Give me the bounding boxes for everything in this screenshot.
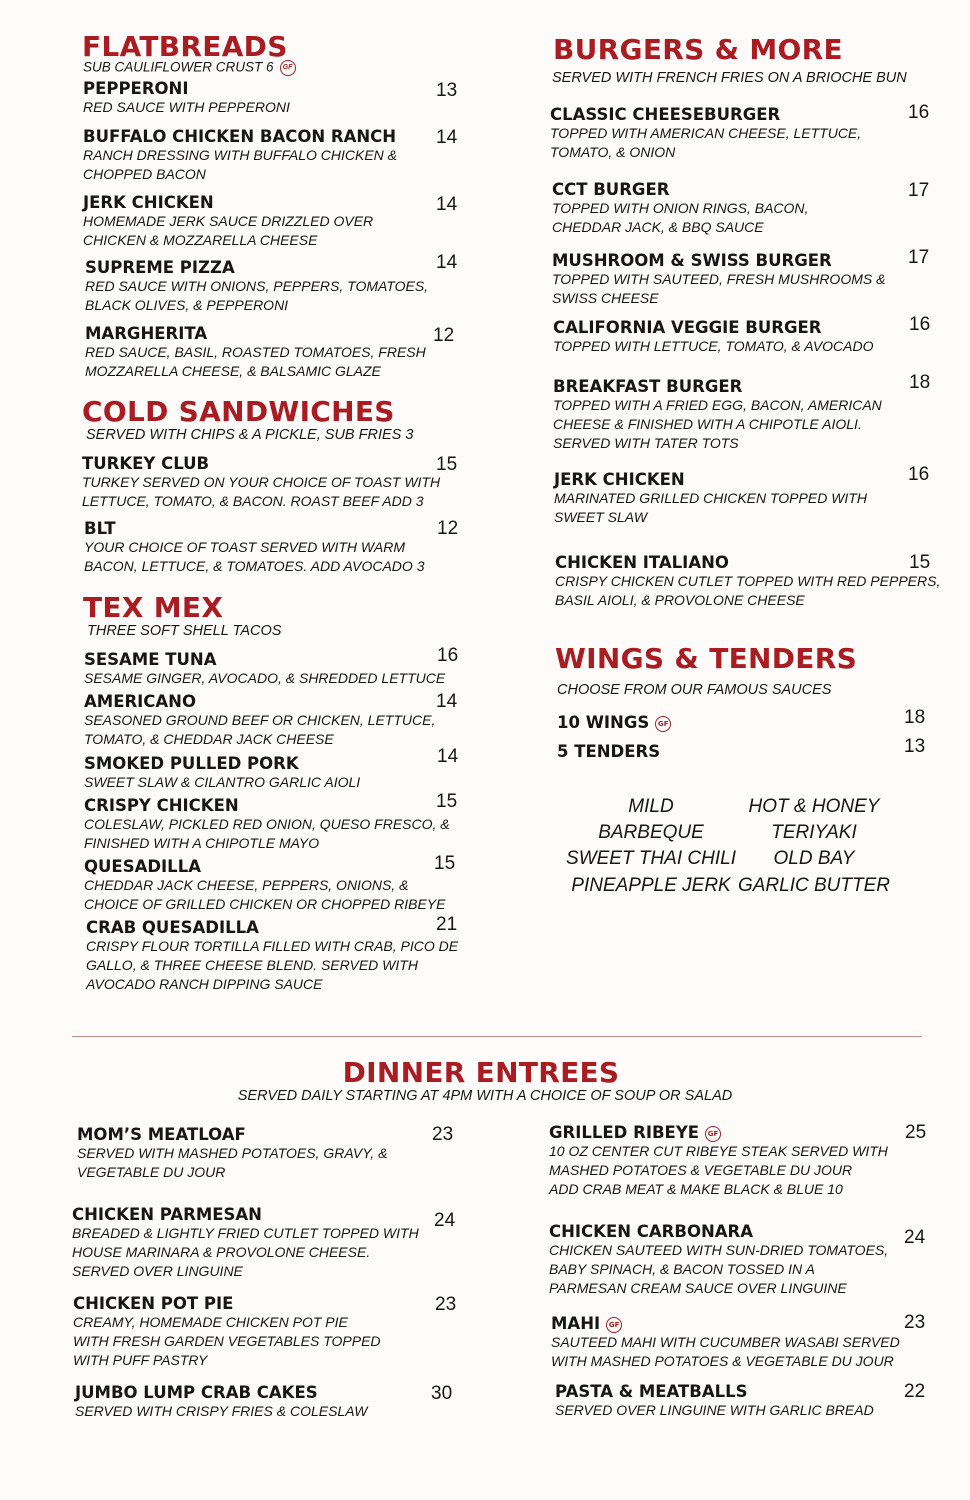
- item-name: [557, 743, 660, 761]
- section-subtitle-burgers: SERVED WITH FRENCH FRIES ON A BRIOCHE BUN: [552, 70, 907, 86]
- item-description: TOPPED WITH A FRIED EGG, BACON, AMERICAN CHEESE & FINISHED WITH A CHIPOTLE AIOLI. SERVED WITH TATER TOTS: [553, 397, 882, 452]
- item-name-text: GRILLED RIBEYE: [549, 1123, 700, 1142]
- menu-item: [84, 797, 450, 853]
- item-name-text: BLT: [84, 519, 116, 538]
- menu-item: [83, 194, 373, 250]
- item-name: [555, 554, 940, 572]
- item-name: [550, 106, 861, 124]
- item-name-text: CRAB QUESADILLA: [86, 918, 259, 937]
- item-price: 23: [435, 1294, 457, 1315]
- menu-item: [551, 1315, 900, 1371]
- menu-item: [553, 378, 882, 453]
- menu-item: [82, 455, 440, 511]
- item-name: [84, 520, 424, 538]
- item-name: [84, 693, 435, 711]
- section-subtitle-tex-mex: THREE SOFT SHELL TACOS: [87, 623, 282, 639]
- item-name-text: QUESADILLA: [84, 857, 201, 876]
- item-name-text: SMOKED PULLED PORK: [84, 754, 299, 773]
- item-name: [73, 1295, 381, 1313]
- item-price: 15: [434, 853, 456, 874]
- item-price: 12: [437, 518, 459, 539]
- sauce-option: PINEAPPLE JERK: [571, 875, 731, 896]
- sauce-option: SWEET THAI CHILI: [566, 848, 736, 869]
- item-name-text: BREAKFAST BURGER: [553, 377, 743, 396]
- sauce-option: OLD BAY: [773, 848, 855, 869]
- item-price: 24: [904, 1227, 926, 1248]
- item-name-text: JUMBO LUMP CRAB CAKES: [75, 1383, 318, 1402]
- sauce-option: BARBEQUE: [598, 822, 704, 843]
- section-title-burgers: BURGERS & MORE: [553, 33, 843, 66]
- item-name: [551, 1315, 900, 1333]
- item-name: [549, 1223, 888, 1241]
- menu-item: [77, 1126, 387, 1182]
- sauce-option: MILD: [628, 796, 674, 817]
- item-price: 12: [433, 325, 455, 346]
- item-description: MARINATED GRILLED CHICKEN TOPPED WITH SWEET SLAW: [554, 490, 867, 526]
- sauce-option: GARLIC BUTTER: [737, 875, 891, 896]
- item-name: [84, 858, 445, 876]
- item-price: 16: [908, 464, 930, 485]
- item-name-text: TURKEY CLUB: [82, 454, 210, 473]
- item-description: BREADED & LIGHTLY FRIED CUTLET TOPPED WITH HOUSE MARINARA & PROVOLONE CHEESE. SERVED OVER LINGUINE: [72, 1225, 419, 1280]
- item-description: TURKEY SERVED ON YOUR CHOICE OF TOAST WITH LETTUCE, TOMATO, & BACON. ROAST BEEF ADD 3: [82, 474, 441, 510]
- item-description: SEASONED GROUND BEEF OR CHICKEN, LETTUCE, TOMATO, & CHEDDAR JACK CHEESE: [84, 712, 436, 748]
- item-name-text: CHICKEN PARMESAN: [72, 1205, 262, 1224]
- item-name-text: MARGHERITA: [85, 324, 208, 343]
- item-description: SERVED OVER LINGUINE WITH GARLIC BREAD: [555, 1402, 874, 1419]
- sauce-option: HOT & HONEY: [748, 796, 880, 817]
- menu-item: [84, 755, 360, 792]
- menu-item: [85, 325, 426, 381]
- item-name-text: 5 TENDERS: [557, 742, 661, 761]
- menu-item: [550, 106, 861, 162]
- item-price: 25: [905, 1122, 927, 1143]
- section-title-wings: WINGS & TENDERS: [555, 642, 858, 675]
- item-name: [83, 128, 397, 146]
- menu-item: [557, 714, 671, 732]
- item-price: 16: [908, 102, 930, 123]
- item-price: 16: [909, 314, 931, 335]
- item-name-text: CALIFORNIA VEGGIE BURGER: [553, 318, 822, 337]
- item-price: 13: [436, 80, 458, 101]
- menu-item: [84, 858, 445, 914]
- menu-item: [73, 1295, 381, 1370]
- item-price: 17: [908, 180, 930, 201]
- item-price: 17: [908, 247, 930, 268]
- item-description: YOUR CHOICE OF TOAST SERVED WITH WARM BACON, LETTUCE, & TOMATOES. ADD AVOCADO 3: [84, 539, 425, 575]
- item-name: [549, 1124, 888, 1142]
- gluten-free-icon: GF: [705, 1126, 721, 1142]
- item-description: TOPPED WITH AMERICAN CHEESE, LETTUCE, TOMATO, & ONION: [550, 125, 862, 161]
- item-name: [83, 194, 373, 212]
- item-price: 14: [436, 127, 458, 148]
- menu-item: [84, 693, 435, 749]
- item-name: [557, 714, 671, 732]
- item-name-text: MUSHROOM & SWISS BURGER: [552, 251, 832, 270]
- menu-item: [549, 1223, 888, 1298]
- item-price: 23: [432, 1124, 454, 1145]
- section-title-cold-sandwiches: COLD SANDWICHES: [82, 395, 395, 428]
- item-name: [85, 259, 428, 277]
- item-price: 22: [904, 1381, 926, 1402]
- item-name: [83, 80, 290, 98]
- item-name: [553, 378, 882, 396]
- item-name: [82, 455, 440, 473]
- menu-item: [552, 252, 885, 308]
- item-description: SAUTEED MAHI WITH CUCUMBER WASABI SERVED WITH MASHED POTATOES & VEGETABLE DU JOUR: [551, 1334, 900, 1370]
- item-name-text: JERK CHICKEN: [83, 193, 214, 212]
- item-price: 15: [436, 454, 458, 475]
- item-price: 14: [436, 691, 458, 712]
- item-name: [555, 1383, 874, 1401]
- item-name: [552, 252, 885, 270]
- item-name-text: CHICKEN POT PIE: [73, 1294, 234, 1313]
- item-description: CHICKEN SAUTEED WITH SUN-DRIED TOMATOES, BABY SPINACH, & BACON TOSSED IN A PARMESAN CREAM SAUCE OVER LINGUINE: [549, 1242, 889, 1297]
- section-title-flatbreads: FLATBREADS: [82, 30, 288, 63]
- menu-item: [83, 128, 397, 184]
- menu-item: [555, 1383, 874, 1420]
- sauce-option: TERIYAKI: [771, 822, 857, 843]
- gluten-free-icon: GF: [280, 60, 296, 76]
- menu-item: [84, 651, 445, 688]
- gluten-free-icon: GF: [606, 1317, 622, 1333]
- item-price: 24: [434, 1210, 456, 1231]
- item-description: COLESLAW, PICKLED RED ONION, QUESO FRESCO, & FINISHED WITH A CHIPOTLE MAYO: [84, 816, 450, 852]
- section-title-tex-mex: TEX MEX: [83, 591, 224, 624]
- item-price: 30: [431, 1383, 453, 1404]
- item-name: [75, 1384, 368, 1402]
- menu-item: [72, 1206, 419, 1281]
- section-subtitle-flatbreads: [83, 60, 296, 76]
- item-name-text: BUFFALO CHICKEN BACON RANCH: [83, 127, 397, 146]
- item-description: SWEET SLAW & CILANTRO GARLIC AIOLI: [84, 774, 361, 791]
- item-description: TOPPED WITH LETTUCE, TOMATO, & AVOCADO: [553, 338, 874, 355]
- menu-item: [84, 520, 424, 576]
- item-name-text: CLASSIC CHEESEBURGER: [550, 105, 781, 124]
- menu-item: [557, 743, 660, 761]
- item-name: [86, 919, 458, 937]
- item-name-text: PEPPERONI: [83, 79, 189, 98]
- subtitle-text: SUB CAULIFLOWER CRUST 6: [83, 59, 274, 75]
- item-name-text: SUPREME PIZZA: [85, 258, 235, 277]
- item-description: RED SAUCE WITH ONIONS, PEPPERS, TOMATOES, BLACK OLIVES, & PEPPERONI: [85, 278, 429, 314]
- item-price: 15: [436, 791, 458, 812]
- divider: [72, 1036, 922, 1037]
- item-description: CRISPY CHICKEN CUTLET TOPPED WITH RED PEPPERS, BASIL AIOLI, & PROVOLONE CHEESE: [555, 573, 941, 609]
- item-price: 14: [436, 194, 458, 215]
- menu-item: [553, 319, 874, 356]
- item-description: SERVED WITH CRISPY FRIES & COLESLAW: [75, 1403, 368, 1420]
- item-name-text: MOM’S MEATLOAF: [77, 1125, 246, 1144]
- item-name: [84, 755, 360, 773]
- item-name-text: CCT BURGER: [552, 180, 670, 199]
- item-description: RED SAUCE, BASIL, ROASTED TOMATOES, FRESH MOZZARELLA CHEESE, & BALSAMIC GLAZE: [85, 344, 426, 380]
- item-description: SERVED WITH MASHED POTATOES, GRAVY, & VEGETABLE DU JOUR: [77, 1145, 388, 1181]
- item-name-text: SESAME TUNA: [84, 650, 217, 669]
- item-description: HOMEMADE JERK SAUCE DRIZZLED OVER CHICKEN & MOZZARELLA CHEESE: [83, 213, 374, 249]
- item-price: 16: [437, 645, 459, 666]
- menu-item: [552, 181, 808, 237]
- item-description: CREAMY, HOMEMADE CHICKEN POT PIE WITH FRESH GARDEN VEGETABLES TOPPED WITH PUFF PASTRY: [73, 1314, 381, 1369]
- section-subtitle-wings: CHOOSE FROM OUR FAMOUS SAUCES: [557, 682, 832, 698]
- item-name: [553, 319, 874, 337]
- menu-item: [85, 259, 428, 315]
- menu-item: [549, 1124, 888, 1199]
- item-name-text: JERK CHICKEN: [554, 470, 685, 489]
- section-subtitle-cold-sandwiches: SERVED WITH CHIPS & A PICKLE, SUB FRIES 3: [86, 427, 414, 443]
- item-name: [85, 325, 426, 343]
- item-description: TOPPED WITH SAUTEED, FRESH MUSHROOMS & SWISS CHEESE: [552, 271, 886, 307]
- item-name-text: CHICKEN CARBONARA: [549, 1222, 754, 1241]
- item-description: TOPPED WITH ONION RINGS, BACON, CHEDDAR JACK, & BBQ SAUCE: [552, 200, 809, 236]
- item-name-text: AMERICANO: [84, 692, 197, 711]
- item-price: 23: [904, 1312, 926, 1333]
- item-name: [84, 651, 445, 669]
- item-price: 18: [904, 707, 926, 728]
- item-name: [84, 797, 450, 815]
- menu-item: [554, 471, 867, 527]
- item-name-text: CHICKEN ITALIANO: [555, 553, 729, 572]
- item-price: 13: [904, 736, 926, 757]
- item-price: 14: [436, 252, 458, 273]
- item-description: CRISPY FLOUR TORTILLA FILLED WITH CRAB, PICO DE GALLO, & THREE CHEESE BLEND. SERVED WITH AVOCADO RANCH DIPPING SAUCE: [86, 938, 459, 993]
- item-description: RED SAUCE WITH PEPPERONI: [83, 99, 290, 116]
- item-name: [72, 1206, 419, 1224]
- section-title-dinner: DINNER ENTREES: [342, 1056, 620, 1089]
- item-description: RANCH DRESSING WITH BUFFALO CHICKEN & CHOPPED BACON: [83, 147, 397, 183]
- menu-item: [86, 919, 458, 994]
- item-price: 14: [437, 746, 459, 767]
- section-subtitle-dinner: SERVED DAILY STARTING AT 4PM WITH A CHOICE OF SOUP OR SALAD: [237, 1088, 733, 1104]
- item-description: SESAME GINGER, AVOCADO, & SHREDDED LETTUCE: [84, 670, 446, 687]
- item-name-text: MAHI: [551, 1314, 601, 1333]
- menu-item: [75, 1384, 368, 1421]
- item-name: [552, 181, 808, 199]
- gluten-free-icon: GF: [655, 716, 671, 732]
- item-name-text: CRISPY CHICKEN: [84, 796, 239, 815]
- item-name: [554, 471, 867, 489]
- item-price: 18: [909, 372, 931, 393]
- menu-item: [555, 554, 940, 610]
- menu-item: [83, 80, 290, 117]
- item-description: 10 OZ CENTER CUT RIBEYE STEAK SERVED WITH MASHED POTATOES & VEGETABLE DU JOUR ADD CRAB MEAT & MAKE BLACK & BLUE 10: [549, 1143, 888, 1198]
- item-name-text: PASTA & MEATBALLS: [555, 1382, 748, 1401]
- item-description: CHEDDAR JACK CHEESE, PEPPERS, ONIONS, & CHOICE OF GRILLED CHICKEN OR CHOPPED RIBEYE: [84, 877, 446, 913]
- item-name: [77, 1126, 387, 1144]
- item-name-text: 10 WINGS: [557, 713, 650, 732]
- item-price: 21: [436, 914, 458, 935]
- item-price: 15: [909, 552, 931, 573]
